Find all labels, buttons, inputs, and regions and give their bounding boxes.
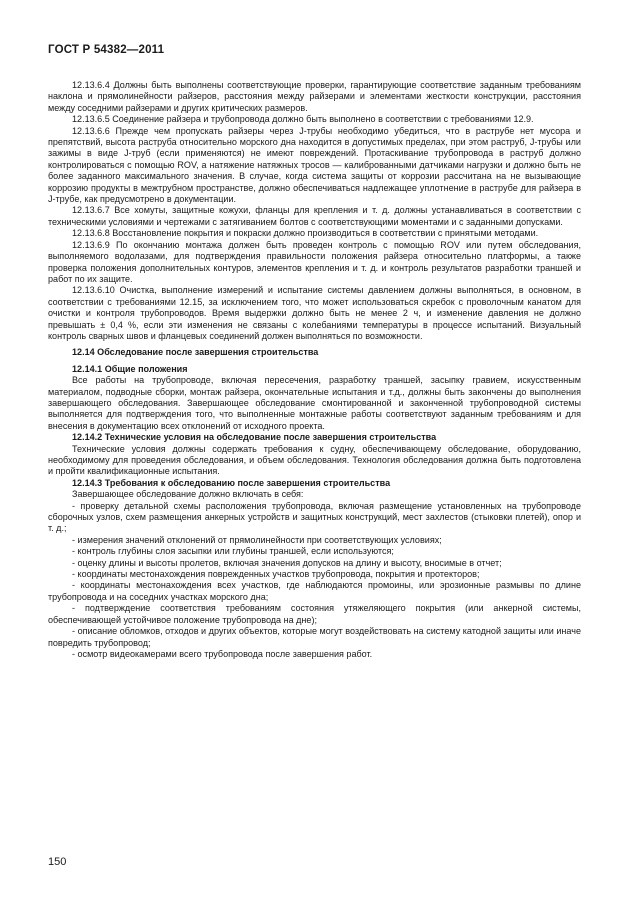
- paragraph: - осмотр видеокамерами всего трубопровода после завершения работ.: [72, 648, 373, 659]
- paragraph: Завершающее обследование должно включать в себя:: [72, 489, 304, 500]
- paragraph: - оценку длины и высоты пролетов, включая значения допусков на длину и высоту, вносимые в отчет;: [72, 557, 502, 568]
- paragraph: - подтверждение соответствия требованиям состояния утяжеляющего покрытия (или анкерной системы, обеспечивающей устойчивое положение трубопровода на дне);: [48, 603, 581, 625]
- paragraph: 12.13.6.6 Прежде чем пропускать райзеры через J-трубы необходимо убедиться, что в раструбе нет мусора и препятствий, высота раструба относительно морского дна находится в допустимых пределах, при этом раструб, J-трубы или зажимы в виде J-труб (если применяются) не имеют повреждений. Протаскивание трубопровода в раструб должно контролироваться с помощью ROV, а натяжение натяжных тросов — калиброванными датчиками нагрузки и должно быть не более заданного максимального значения. В случае, когда система защиты от коррозии рассчитана на не вызывающие коррозию продукты в межтрубном пространстве, должно обеспечиваться надлежащее уплотнение в раструбе для райзера в J-трубе, как предусмотрено в документации.: [48, 125, 581, 205]
- document-body: [48, 80, 581, 660]
- paragraph: - координаты местонахождения поврежденных участков трубопровода, покрытия и протекторов;: [72, 569, 480, 580]
- section-heading: 12.14 Обследование после завершения строительства: [72, 347, 319, 358]
- paragraph: Технические условия должны содержать требования к судну, обеспечивающему обследование, оборудованию, необходимому для проведения обследования, и объем обследования. Технология обследования должна быть подготовлена и пройти квалификационные испытания.: [48, 443, 581, 477]
- paragraph: - координаты местонахождения всех участков, где наблюдаются промоины, или эрозионные размывы по длине трубопровода и на соседних участках морского дна;: [48, 580, 581, 602]
- section-heading: 12.14.3 Требования к обследованию после завершения строительства: [72, 477, 391, 488]
- paragraph: - описание обломков, отходов и других объектов, которые могут воздействовать на систему катодной защиты или иначе повредить трубопровод;: [48, 626, 581, 648]
- section-heading: 12.14.2 Технические условия на обследование после завершения строительства: [72, 432, 437, 443]
- document-header: ГОСТ Р 54382—2011: [48, 44, 165, 56]
- paragraph: - контроль глубины слоя засыпки или глубины траншей, если используются;: [72, 546, 394, 557]
- section-heading: 12.14.1 Общие положения: [72, 363, 188, 374]
- paragraph: 12.13.6.7 Все хомуты, защитные кожухи, фланцы для крепления и т. д. должны устанавливаться в соответствии с техническими условиями и чертежами с затягиванием болтов с соответствующими моментами и с заданными допусками.: [48, 205, 581, 227]
- paragraph: 12.13.6.4 Должны быть выполнены соответствующие проверки, гарантирующие соответствие заданным требованиям наклона и прямолинейности райзеров, расстояния между райзерами и элементами жесткости конструкции, расстояния между соседними райзерами и других критических размеров.: [48, 80, 581, 113]
- paragraph: 12.13.6.10 Очистка, выполнение измерений и испытание системы давлением должны выполняться, в основном, в соответствии с требованиями 12.15, за исключением того, что может использоваться скребок с проволочным канатом для очистки и контроля трубопроводов. Время выдержки должно быть не менее 2 ч, и изменение давления не должно превышать ± 0,4 %, если эти изменения не связаны с колебаниями температуры в процессе испытаний. Визуальный контроль сварных швов и фланцевых соединений должен выполняться по возможности.: [48, 285, 581, 341]
- paragraph: Все работы на трубопроводе, включая пересечения, разработку траншей, засыпку гравием, искусственным материалом, подводные сборки, монтаж райзера, окончательные испытания и т.д., должны быть закончены до выполнения завершающего обследования. Завершающее обследование смонтированной и законченной трубопроводной системы выполняется для подтверждения того, что выполненные монтажные работы соответствуют заданным требованиям и для внесения в документацию всех отклонений от исходного проекта.: [48, 375, 581, 431]
- paragraph: - проверку детальной схемы расположения трубопровода, включая размещение установленных на трубопроводе сборочных узлов, схем размещения анкерных устройств и защитных конструкций, мест захлестов (стыковки плетей), опор и т. д.;: [48, 500, 581, 534]
- page-number: 150: [48, 856, 67, 868]
- paragraph: 12.13.6.5 Соединение райзера и трубопровода должно быть выполнено в соответствии с требованиями 12.9.: [72, 114, 534, 125]
- paragraph: 12.13.6.8 Восстановление покрытия и покраски должно производиться в соответствии с принятыми методами.: [72, 228, 539, 239]
- paragraph: - измерения значений отклонений от прямолинейности при соответствующих условиях;: [72, 534, 442, 545]
- paragraph: 12.13.6.9 По окончанию монтажа должен быть проведен контроль с помощью ROV или путем обследования, выполняемого водолазами, для подтверждения правильности положения райзера относительно платформы, а также проверка положения дополнительных контуров, элементов крепления и т. д. и контроль результатов разработки траншей и работ по их защите.: [48, 239, 581, 284]
